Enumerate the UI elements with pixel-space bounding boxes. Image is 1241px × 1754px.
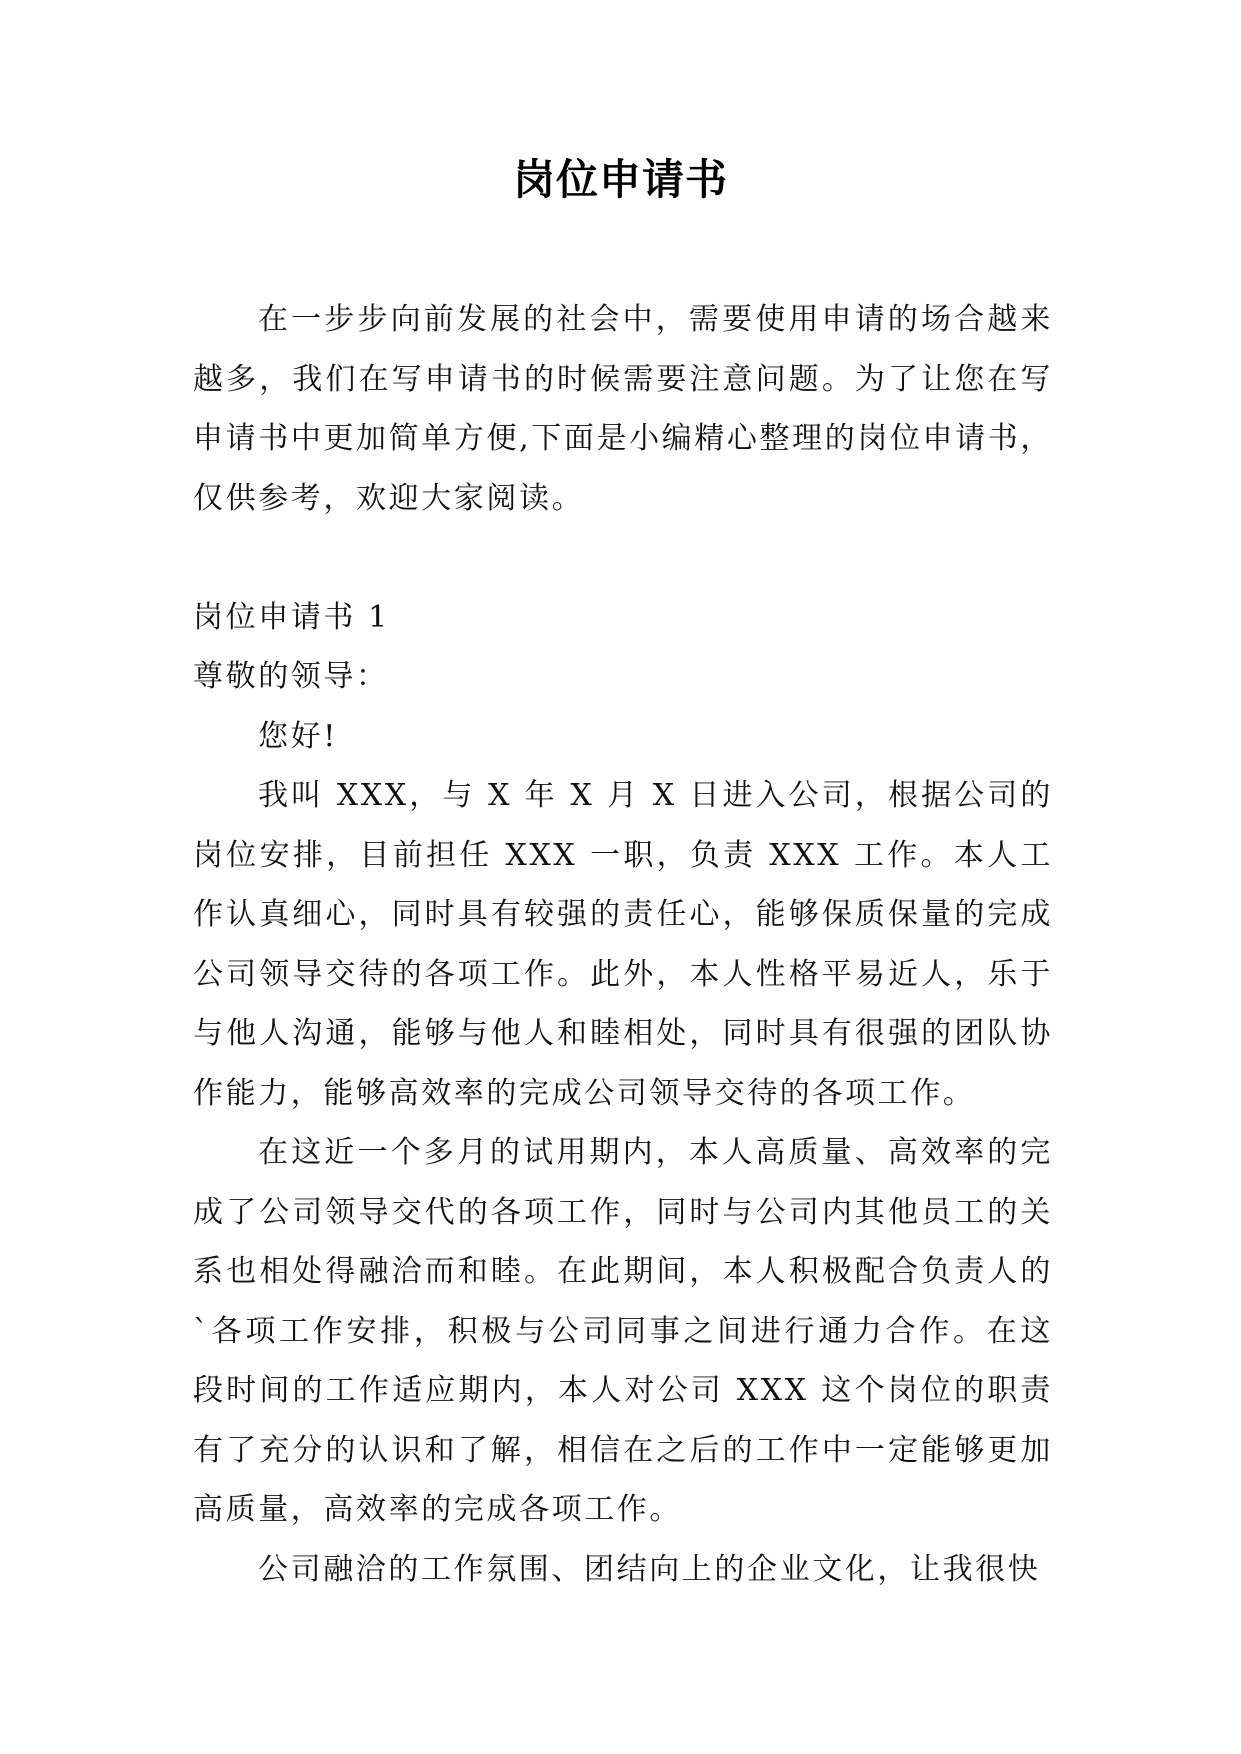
intro-paragraph: 在一步步向前发展的社会中，需要使用申请的场合越来越多，我们在写申请书的时候需要注意问题。为了让您在写申请书中更加简单方便,下面是小编精心整理的岗位申请书，仅供参考，欢迎大家阅读。 — [193, 302, 1053, 516]
document-body — [193, 290, 1053, 1599]
paragraph-spacer — [193, 528, 1053, 588]
body-paragraph-2: 在这近一个多月的试用期内，本人高质量、高效率的完成了公司领导交代的各项工作，同时与公司内其他员工的关系也相处得融洽而和睦。在此期间，本人积极配合负责人的`各项工作安排，积极与公司同事之间进行通力合作。在这段时间的工作适应期内，本人对公司 XXX 这个岗位的职责有了充分的认识和了解，相信在之后的工作中一定能够更加高质量，高效率的完成各项工作。 — [193, 1135, 1053, 1527]
body-paragraph-1: 我叫 XXX，与 X 年 X 月 X 日进入公司，根据公司的岗位安排，目前担任 XXX 一职，负责 XXX 工作。本人工作认真细心，同时具有较强的责任心，能够保质保量的完成公司领导交待的各项工作。此外，本人性格平易近人，乐于与他人沟通，能够与他人和睦相处，同时具有很强的团队协作能力，能够高效率的完成公司领导交待的各项工作。 — [193, 778, 1053, 1111]
body-paragraph-3: 公司融洽的工作氛围、团结向上的企业文化，让我很快 — [258, 1551, 1041, 1587]
salutation: 尊敬的领导： — [193, 659, 389, 694]
document-title: 岗位申请书 — [512, 155, 728, 204]
section-heading: 岗位申请书 1 — [193, 599, 390, 635]
greeting: 您好! — [258, 718, 338, 754]
